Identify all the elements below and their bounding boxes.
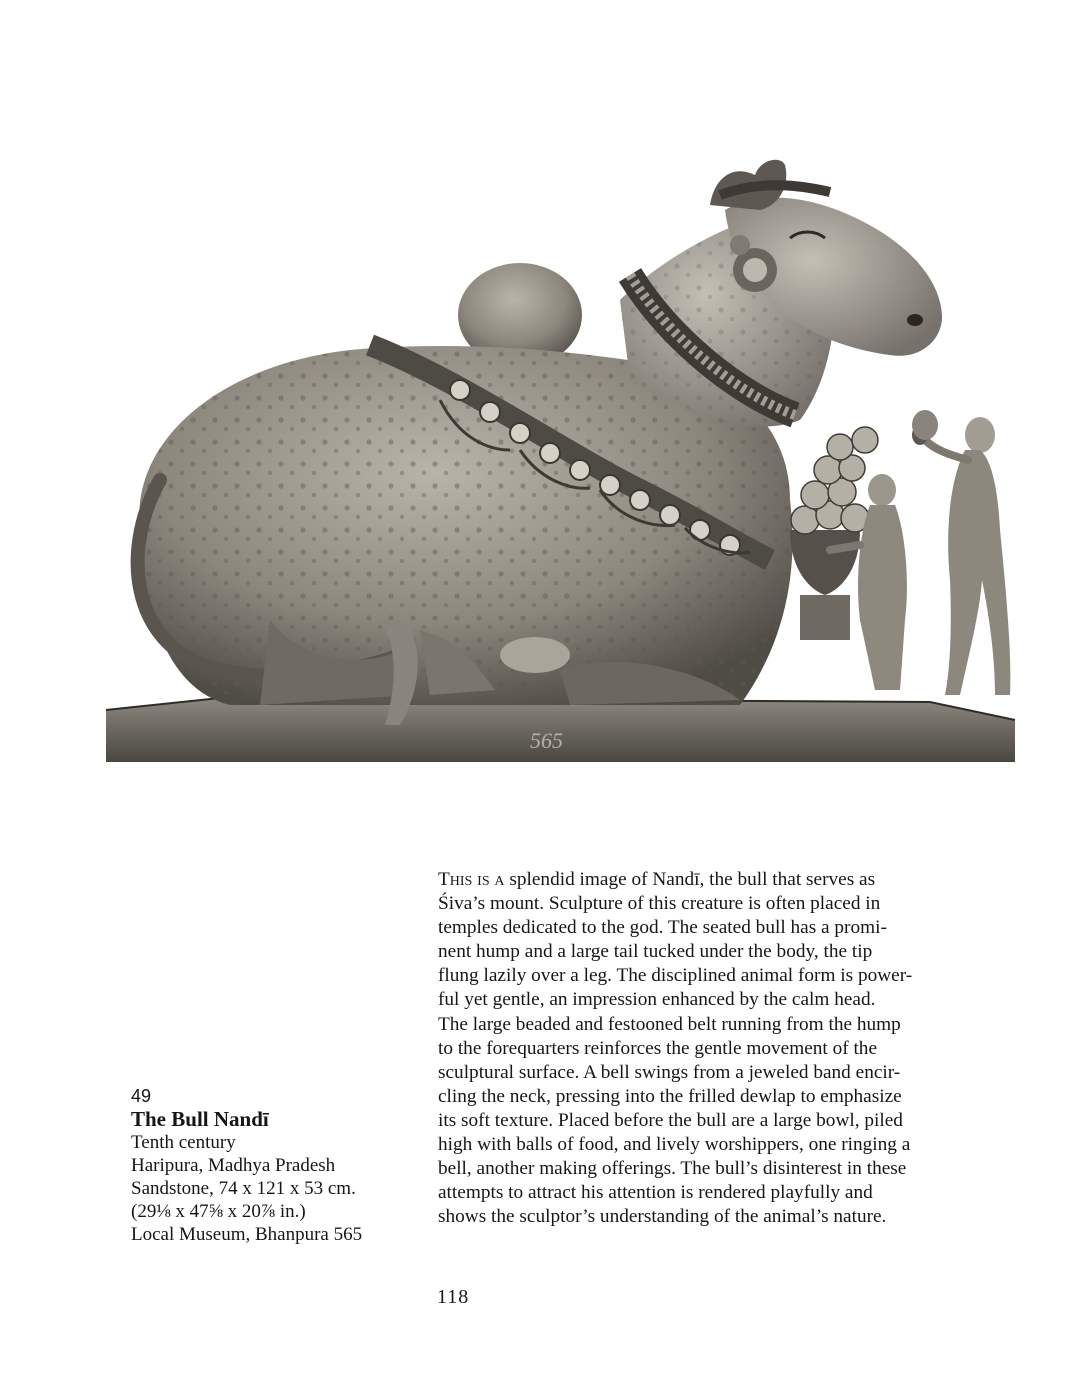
body-line: flung lazily over a leg. The disciplined animal form is power- [438,965,913,987]
body-line: nent hump and a large tail tucked under the body, the tip [438,941,873,963]
figure-title: The Bull Nandī [131,1107,269,1131]
caption-material-metric: Sandstone, 74 x 121 x 53 cm. [131,1178,356,1199]
body-line: ful yet gentle, an impression enhanced by the calm head. [438,989,876,1011]
body-line-1-rest: splendid image of Nandī, the bull that serves as [504,869,876,890]
caption-dimensions-imperial: (29⅛ x 47⅝ x 20⅞ in.) [131,1201,306,1222]
body-line: The large beaded and festooned belt running from the hump [438,1013,901,1035]
lead-smallcaps: This is a [438,869,505,890]
sculpture-photograph [100,150,1020,765]
body-line: cling the neck, pressing into the frilled dewlap to emphasize [438,1085,902,1107]
body-line: Śiva’s mount. Sculpture of this creature is often placed in [438,893,881,915]
figure-number: 49 [131,1086,152,1106]
body-line: attempts to attract his attention is rendered playfully and [438,1182,873,1204]
body-line: to the forequarters reinforces the gentle movement of the [438,1037,878,1059]
body-line [438,868,958,892]
body-line: bell, another making offerings. The bull’s disinterest in these [438,1158,907,1180]
description-paragraph [438,868,958,1229]
body-line: temples dedicated to the god. The seated bull has a promi- [438,917,887,939]
body-line: shows the sculptor’s understanding of the animal’s nature. [438,1206,887,1228]
caption-collection: Local Museum, Bhanpura 565 [131,1224,363,1245]
caption-provenance: Haripura, Madhya Pradesh [131,1155,336,1176]
body-line: sculptural surface. A bell swings from a jeweled band encir- [438,1061,901,1083]
body-line: its soft texture. Placed before the bull are a large bowl, piled [438,1109,903,1131]
caption-date: Tenth century [131,1132,236,1153]
bull-nandi-sculpture-image [100,150,1020,765]
image-label: 565 [530,728,563,753]
figure-caption [131,1085,391,1246]
page-number: 118 [437,1286,470,1308]
body-line: high with balls of food, and lively worshippers, one ringing a [438,1134,911,1156]
